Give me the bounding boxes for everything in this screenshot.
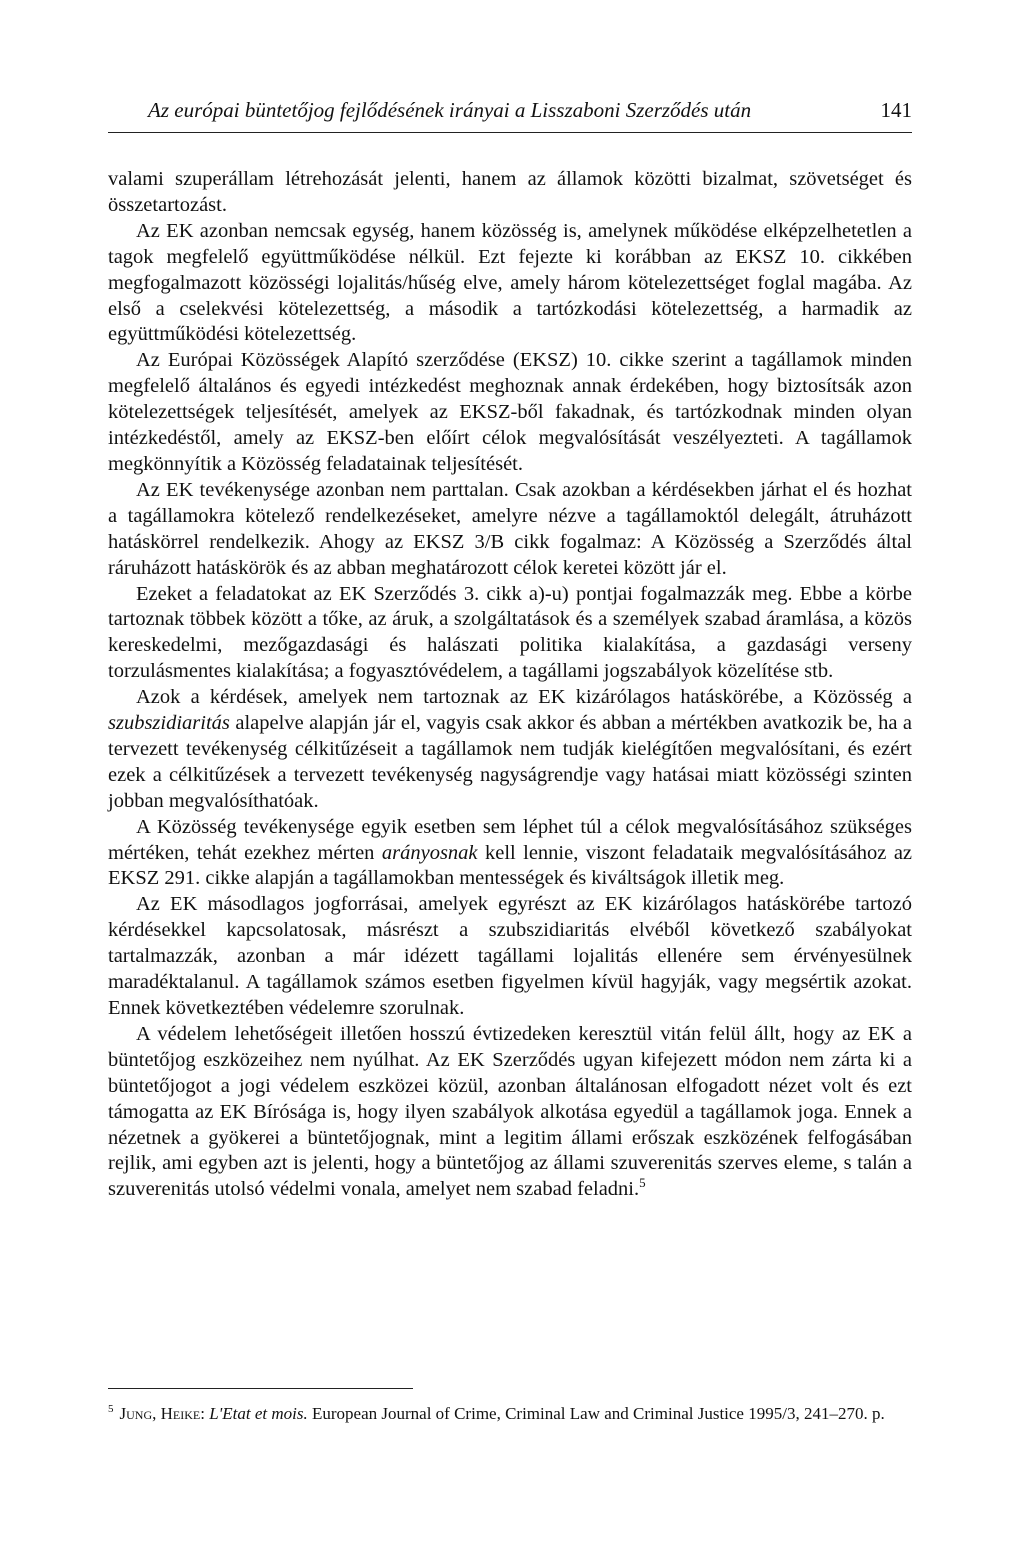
running-title: Az európai büntetőjog fejlődésének irányai a Lisszaboni Szerződés után: [148, 98, 752, 122]
italic-term-subsidiarity: szubszidiaritás: [108, 712, 230, 735]
paragraph-9: [108, 1022, 912, 1203]
paragraph-6-text-a: Azok a kérdések, amelyek nem tartoznak az EK kizárólagos hatáskörébe, a Közösség a: [136, 686, 912, 709]
footnote-title: L'Etat et mois.: [209, 1404, 308, 1423]
paragraph-4: Az EK tevékenysége azonban nem parttalan. Csak azokban a kérdésekben járhat el és hozhat a tagállamokra kötelező rendelkezéseket, amelyre nézve a tagállamoktól delegált, átruházott hatáskörrel rendelkezik. Ahogy az EKSZ 3/B cikk fogalmaz: A Közösség a Szerződés által ráruházott hatáskörök és az abban meghatározott célok keretei között jár el.: [108, 478, 912, 579]
footnote-mark: 5: [108, 1403, 114, 1416]
footnote-5: [108, 1402, 912, 1426]
paragraph-1: valami szuperállam létrehozását jelenti, hanem az államok közötti bizalmat, szövetséget és összetartozást.: [108, 168, 912, 216]
paragraph-3: Az Európai Közösségek Alapító szerződése (EKSZ) 10. cikke szerint a tagállamok minden megfelelő általános és egyedi intézkedést meghoznak annak érdekében, hogy biztosítsák azon kötelezettségek teljesítését, amelyek az EKSZ-ből fakadnak, és tartózkodnak minden olyan intézkedéstől, amely az EKSZ-ben előírt célok megvalósítását veszélyezteti. A tagállamok megkönnyítik a Közösség feladatainak teljesítését.: [108, 349, 912, 475]
paragraph-7-text-a: A Közösség tevékenysége egyik esetben sem léphet túl a célok megvalósításához szükséges mértéken, tehát ezekhez mérten: [108, 815, 912, 864]
paragraph-6: [108, 685, 912, 815]
page-number: 141: [880, 98, 912, 122]
paragraph-2: Az EK azonban nemcsak egység, hanem közösség is, amelynek működése elképzelhetetlen a tagok megfelelő együttműködése nélkül. Ezt fejezte ki korábban az EKSZ 10. cikkében megfogalmazott közösségi lojalitás/hűség elve, amely három kötelezettséget foglal magába. Az első a cselekvési kötelezettség, a második a tartózkodási kötelezettség, a harmadik az együttműködési kötelezettség.: [108, 219, 912, 346]
paragraph-7-text-b: kell lennie, viszont feladataik megvalósításához az EKSZ 291. cikke alapján a tagállamokban mentességek és kiváltságok illetik meg.: [108, 841, 913, 890]
main-text: [108, 167, 912, 1203]
paragraph-9-text: A védelem lehetőségeit illetően hosszú évtizedeken keresztül vitán felül állt, hogy az EK a büntetőjog eszközeihez nem nyúlhat. Az EK Szerződés ugyan kifejezett módon nem zárta ki a büntetőjogot a jogi védelem eszközei közül, azonban általánosan elfogadott nézet volt és ezt támogatta az EK Bírósága is, hogy ilyen szabályok alkotása egyedül a tagállamok joga. Ennek a nézetnek a gyökerei a büntetőjognak, mint a legitim állami erőszak eszközének felfogásában rejlik, ami egyben azt is jelenti, hogy a büntetőjog az állami szuverenitás szerves eleme, s talán a szuverenitás utolsó védelmi vonala, amelyet nem szabad feladni.: [108, 1022, 912, 1201]
paragraph-7: [108, 815, 912, 893]
footnote-citation: European Journal of Crime, Criminal Law and Criminal Justice 1995/3, 241–270. p.: [312, 1404, 885, 1423]
paragraph-5: Ezeket a feladatokat az EK Szerződés 3. cikk a)-u) pontjai fogalmazzák meg. Ebbe a körbe tartoznak többek között a tőke, az áruk, a szolgáltatások és a személyek szabad áramlása, a közös kereskedelmi, mezőgazdasági és halászati politika kialakítása, a gazdasági verseny torzulásmentes kialakítása; a fogyasztóvédelem, a tagállami jogszabályok közelítése stb.: [108, 582, 912, 683]
page-header: [108, 96, 912, 133]
footnote-reference[interactable]: 5: [639, 1175, 646, 1191]
footnote-divider: [108, 1388, 413, 1389]
paragraph-8: Az EK másodlagos jogforrásai, amelyek egyrészt az EK kizárólagos hatáskörébe tartozó kérdésekkel kapcsolatosak, másrészt a szubszidiaritás elvéből következő szabályokat tartalmazzák, azonban a már idézett tagállami lojalitás ellenére sem érvényesülnek maradéktalanul. A tagállamok számos esetben figyelmen kívül hagyják, vagy megsértik azokat. Ennek következtében védelemre szorulnak.: [108, 893, 912, 1019]
italic-term-proportional: arányosnak: [381, 841, 478, 864]
footnote-author: Jung, Heike:: [119, 1404, 205, 1423]
paragraph-6-text-b: alapelve alapján jár el, vagyis csak akkor és abban a mértékben avatkozik be, ha a tervezett tevékenység célkitűzéseit a tagállamok nem tudják kielégítően megvalósítani, és ezért ezek a célkitűzések a tervezett tevékenység nagyságrendje vagy hatásai miatt közösségi szinten jobban megvalósíthatóak.: [108, 712, 912, 812]
